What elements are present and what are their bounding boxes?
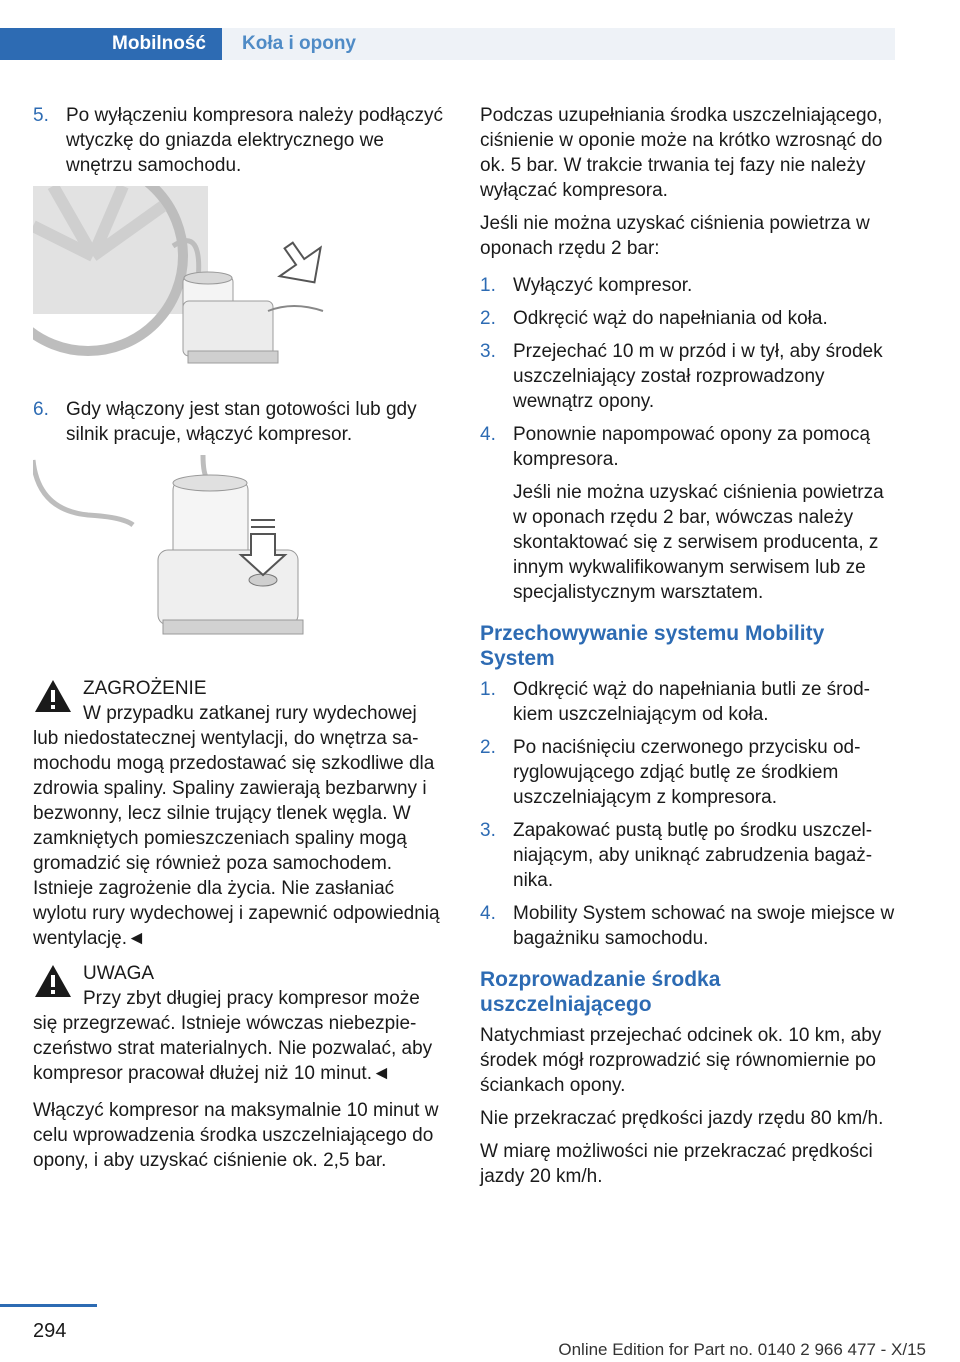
list-item [480, 818, 895, 893]
danger-title: ZAGROŻENIE [83, 678, 207, 699]
warning-triangle-icon [33, 678, 73, 714]
list-restore-pressure [480, 273, 895, 605]
tab-mobilnosc[interactable]: Mobilność [0, 28, 222, 60]
list-note: Jeśli nie można uzyskać ciśnienia powietrza w oponach rzędu 2 bar, wówczas należy skontaktować się z serwisem producenta, z innym wykwalifikowanym serwisem lub ze specjalistycznym warsztatem. [513, 482, 884, 603]
danger-text-first-line: W przypadku zatkanej rury wydechowej [83, 703, 417, 724]
list-number: 4. [480, 424, 496, 445]
list-item [480, 306, 895, 331]
step-text: Gdy włączony jest stan gotowości lub gdy silnik pracuje, włączyć kompresor. [66, 399, 417, 445]
paragraph: Natychmiast przejechać odcinek ok. 10 km, aby środek mógł rozprowadzić się równomiernie po ściankach opony. [480, 1025, 882, 1096]
right-column [480, 103, 895, 1197]
list-text: Wyłączyć kompresor. [513, 275, 693, 296]
paragraph: Nie przekraczać prędkości jazdy rzędu 80 km/h. [480, 1108, 884, 1129]
paragraph: Podczas uzupełniania środka uszczelniającego, ciśnienie w oponie może na krótko wzrosnąć do ok. 5 bar. W trakcie trwania tej fazy nie należy wyłączać kompresora. [480, 105, 883, 201]
list-item [480, 273, 895, 298]
step-number: 5. [33, 105, 49, 126]
footer-edition: Online Edition for Part no. 0140 2 966 477 - X/15 [558, 1340, 926, 1359]
danger-warning [33, 676, 448, 951]
caution-warning [33, 961, 448, 1086]
list-number: 1. [480, 679, 496, 700]
caution-title: UWAGA [83, 963, 155, 984]
list-number: 2. [480, 737, 496, 758]
list-number: 1. [480, 275, 496, 296]
list-number: 2. [480, 308, 496, 329]
list-text: Odkręcić wąż do napełniania od koła. [513, 308, 828, 329]
left-column [33, 103, 448, 1181]
page-number-bar [0, 1304, 97, 1307]
list-text: Przejechać 10 m w przód i w tył, aby środek uszczelniający został rozprowadzony wewnątrz opony. [513, 341, 883, 412]
list-item [480, 901, 895, 951]
tab-kola-i-opony[interactable]: Koła i opony [222, 28, 895, 60]
list-number: 3. [480, 820, 496, 841]
list-text: Mobility System schować na swoje miejsce w bagażniku samochodu. [513, 903, 895, 949]
step-text: Po wyłączeniu kompresora należy podłączyć wtyczkę do gniazda elektrycznego we wnętrzu samochodu. [66, 105, 444, 176]
section-heading-storage: Przechowywanie systemu Mobility System [480, 622, 825, 670]
list-item [480, 422, 895, 605]
list-text: Ponownie napompować opony za pomocą kompresora. [513, 424, 871, 470]
step-6 [33, 397, 448, 447]
figure-compressor-button [33, 455, 448, 662]
step-5 [33, 103, 448, 178]
figure-compressor-plug [33, 186, 448, 383]
list-item [480, 677, 895, 727]
warning-triangle-icon [33, 963, 73, 999]
paragraph: W miarę możliwości nie przekraczać prędkości jazdy 20 km/h. [480, 1141, 873, 1187]
paragraph: Jeśli nie można uzyskać ciśnienia powietrza w oponach rzędu 2 bar: [480, 213, 870, 259]
list-storage [480, 677, 895, 951]
caution-text-first-line: Przy zbyt długiej pracy kompresor może [83, 988, 420, 1009]
list-number: 3. [480, 341, 496, 362]
section-heading-distribution: Rozprowadzanie środka uszczelniającego [480, 968, 721, 1016]
list-number: 4. [480, 903, 496, 924]
list-item [480, 735, 895, 810]
danger-text: lub niedostatecznej wentylacji, do wnętrza samochodu mogą przedostawać się szkodliwe dla zdrowia spaliny. Spaliny zawierają bezbarwny i bezwonny, lecz silnie trujący tlenek węgla. W zamkniętych pomieszczeniach spaliny mogą gromadzić się również poza samochodem. Istnieje zagrożenie dla życia. Nie zasłaniać wylotu rury wydechowej i zapewnić odpowiednią wentylację.◄ [33, 728, 440, 949]
final-paragraph: Włączyć kompresor na maksymalnie 10 minut w celu wprowadzenia środka uszczelniającego do opony, i aby uzyskać ciśnienie ok. 2,5 bar. [33, 1100, 439, 1171]
list-text: Odkręcić wąż do napełniania butli ze środkiem uszczelniającym od koła. [513, 679, 870, 725]
page-number: 294 [33, 1320, 67, 1342]
list-item [480, 339, 895, 414]
list-text: Zapakować pustą butlę po środku uszczelniającym, aby uniknąć zabrudzenia bagażnika. [513, 820, 873, 891]
list-text: Po naciśnięciu czerwonego przycisku odryglowującego zdjąć butlę ze środkiem uszczelniającym z kompresora. [513, 737, 861, 808]
step-number: 6. [33, 399, 49, 420]
caution-text: się przegrzewać. Istnieje wówczas niebezpieczeństwo strat materialnych. Nie pozwalać, aby kompresor pracował dłużej niż 10 minut.◄ [33, 1013, 433, 1084]
